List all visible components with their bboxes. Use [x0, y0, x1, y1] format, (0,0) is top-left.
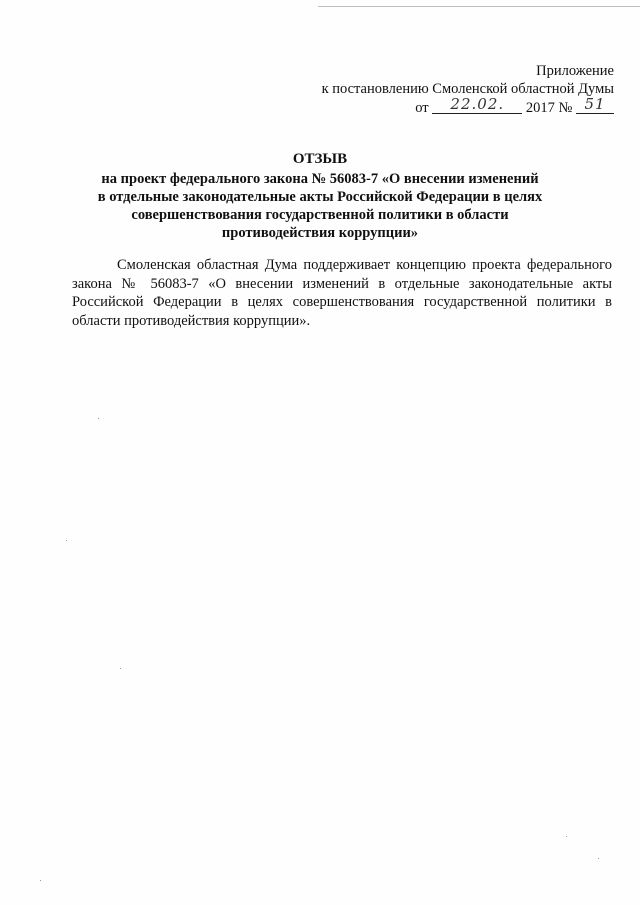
appendix-reference: к постановлению Смоленской областной Думы [321, 81, 614, 97]
number-fill-field [576, 95, 614, 114]
year-label: 2017 № [525, 100, 573, 116]
document-title: ОТЗЫВ [292, 151, 348, 167]
scan-speck [40, 880, 41, 881]
title-line-3: совершенствования государственной политики в области [131, 207, 509, 223]
body-paragraph: Смоленская областная Дума поддерживает концепцию проекта федерального закона № 56083-7 «О внесении изменений в отдельные законодательные акты Российской Федерации в целях совершенствования государственной политики в области противодействия коррупции». [72, 257, 612, 329]
document-body [72, 256, 612, 330]
appendix-block [254, 62, 614, 117]
scan-speck [566, 836, 567, 837]
scan-speck [98, 418, 99, 419]
document-title-block [20, 150, 620, 242]
scan-speck [120, 668, 121, 669]
title-line-1: на проект федерального закона № 56083-7 «О внесении изменений [101, 171, 539, 187]
appendix-label: Приложение [536, 63, 614, 79]
date-fill-field [432, 95, 522, 114]
date-prefix: от [415, 100, 429, 116]
handwritten-number: 51 [584, 95, 606, 113]
scan-speck [598, 858, 599, 859]
title-line-4: противодействия коррупции» [221, 225, 419, 241]
appendix-date-line [254, 95, 614, 117]
handwritten-date: 22.02. [450, 95, 505, 113]
scan-edge-line [318, 6, 640, 7]
title-line-2: в отдельные законодательные акты Российской Федерации в целях [97, 189, 543, 205]
scan-speck [66, 540, 67, 541]
